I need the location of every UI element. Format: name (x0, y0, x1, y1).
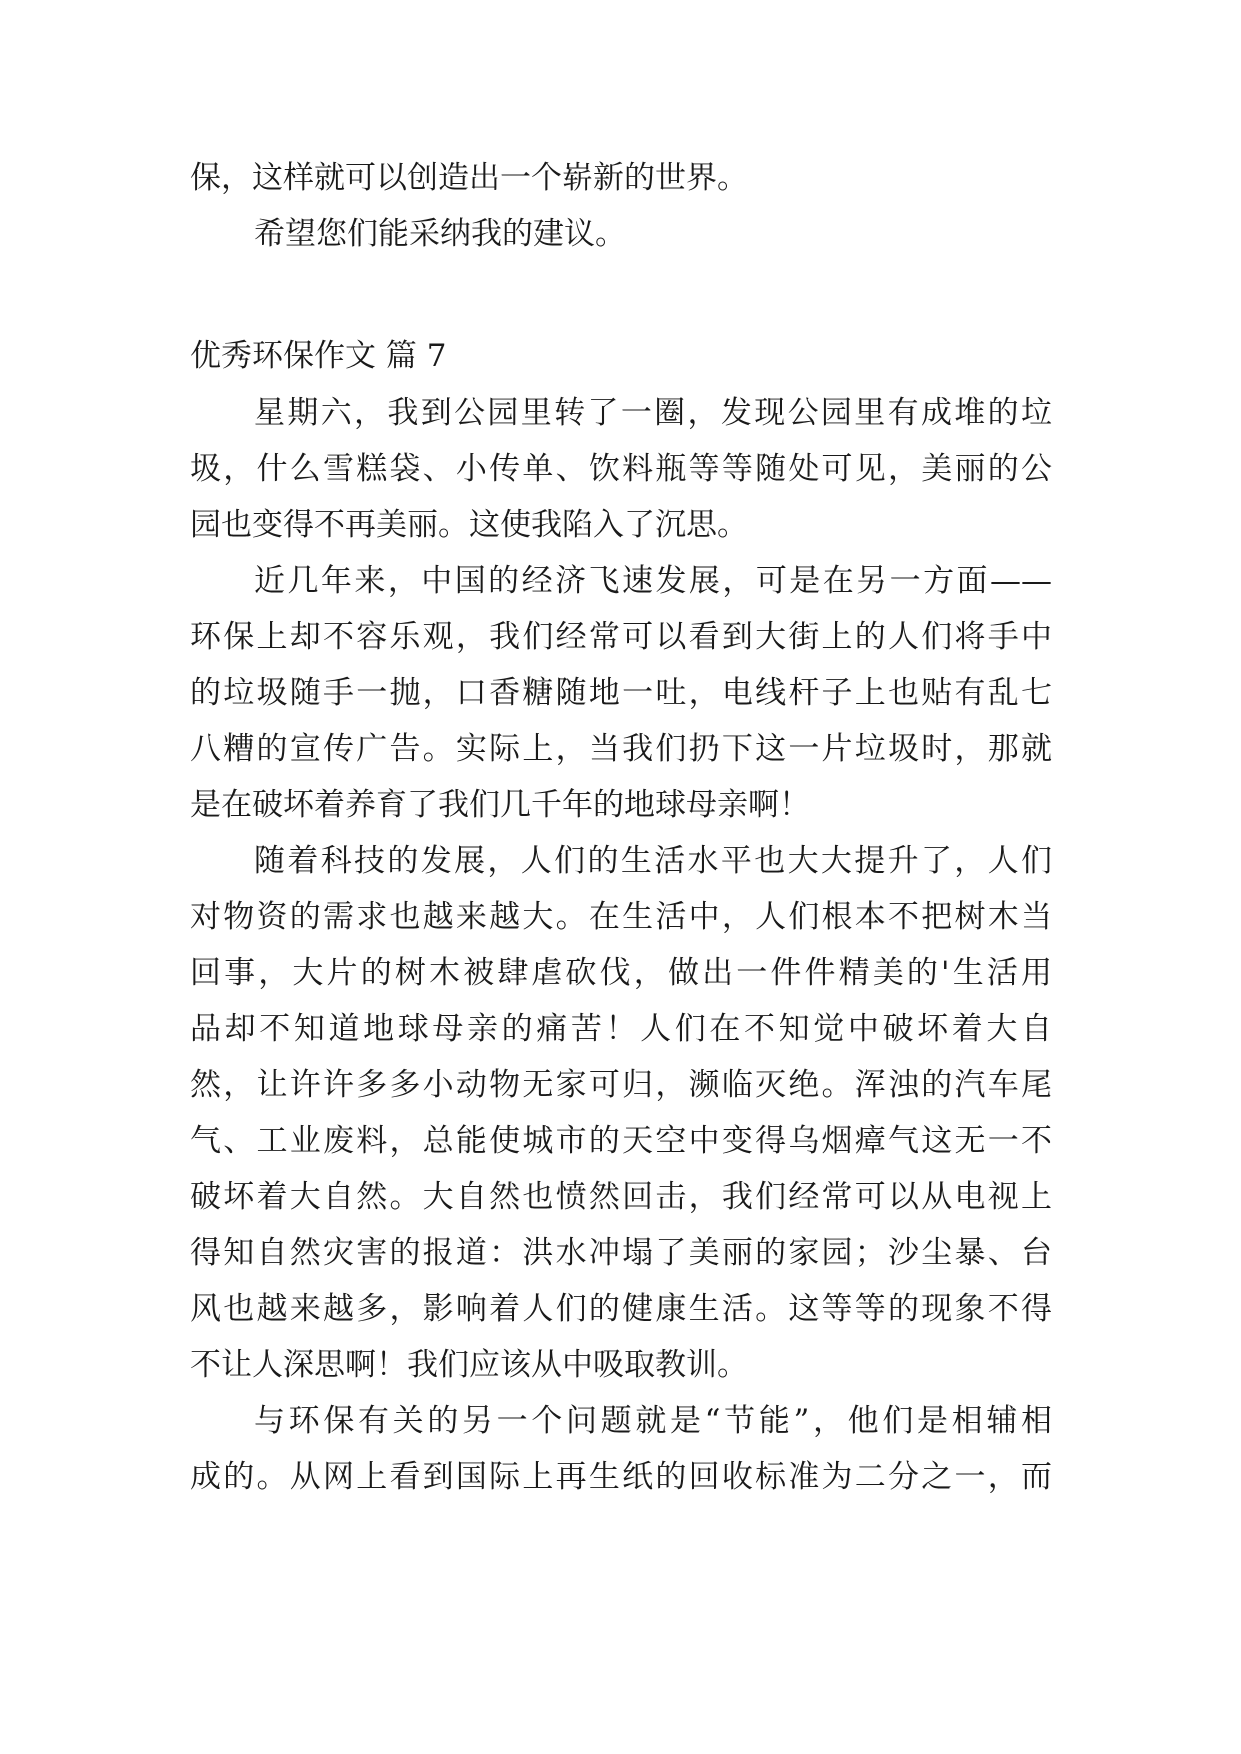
text-line: 八糟的宣传广告。实际上，当我们扔下这一片垃圾时，那就 (190, 731, 1052, 767)
text-line: 品却不知道地球母亲的痛苦！人们在不知觉中破坏着大自 (190, 1011, 1052, 1047)
paragraph-1 (190, 385, 1052, 553)
paragraph-closing (190, 206, 1052, 262)
document-page (190, 150, 1052, 1505)
text-line: 不让人深思啊！我们应该从中吸取教训。 (190, 1347, 748, 1383)
section-heading: 优秀环保作文 篇 7 (190, 338, 447, 374)
paragraph-3 (190, 833, 1052, 1393)
text-line: 成的。从网上看到国际上再生纸的回收标准为二分之一，而 (190, 1459, 1052, 1495)
paragraph-2 (190, 553, 1052, 833)
text-line: 破坏着大自然。大自然也愤然回击，我们经常可以从电视上 (190, 1179, 1052, 1215)
text-line: 风也越来越多，影响着人们的健康生活。这等等的现象不得 (190, 1291, 1052, 1327)
paragraph-4 (190, 1393, 1052, 1505)
text-line: 近几年来，中国的经济飞速发展，可是在另一方面—— (254, 563, 1052, 599)
text-line: 回事，大片的树木被肆虐砍伐，做出一件件精美的'生活用 (190, 955, 1052, 991)
text-line: 保，这样就可以创造出一个崭新的世界。 (190, 160, 748, 196)
text-line: 星期六，我到公园里转了一圈，发现公园里有成堆的垃 (254, 395, 1052, 431)
text-line: 是在破坏着养育了我们几千年的地球母亲啊！ (190, 787, 810, 823)
text-line: 得知自然灾害的报道：洪水冲塌了美丽的家园；沙尘暴、台 (190, 1235, 1052, 1271)
text-line: 圾，什么雪糕袋、小传单、饮料瓶等等随处可见，美丽的公 (190, 451, 1052, 487)
section-spacer (190, 262, 1052, 327)
text-line: 园也变得不再美丽。这使我陷入了沉思。 (190, 507, 748, 543)
text-line: 然，让许许多多小动物无家可归，濒临灭绝。浑浊的汽车尾 (190, 1067, 1052, 1103)
text-line: 随着科技的发展，人们的生活水平也大大提升了，人们 (254, 843, 1052, 879)
text-line: 的垃圾随手一抛，口香糖随地一吐，电线杆子上也贴有乱七 (190, 675, 1052, 711)
text-line: 对物资的需求也越来越大。在生活中，人们根本不把树木当 (190, 899, 1052, 935)
text-line: 气、工业废料，总能使城市的天空中变得乌烟瘴气这无一不 (190, 1123, 1052, 1159)
text-line: 环保上却不容乐观，我们经常可以看到大街上的人们将手中 (190, 619, 1052, 655)
text-line: 希望您们能采纳我的建议。 (254, 216, 626, 252)
paragraph-continuation (190, 150, 1052, 206)
text-line: 与环保有关的另一个问题就是“节能”，他们是相辅相 (254, 1403, 1052, 1439)
